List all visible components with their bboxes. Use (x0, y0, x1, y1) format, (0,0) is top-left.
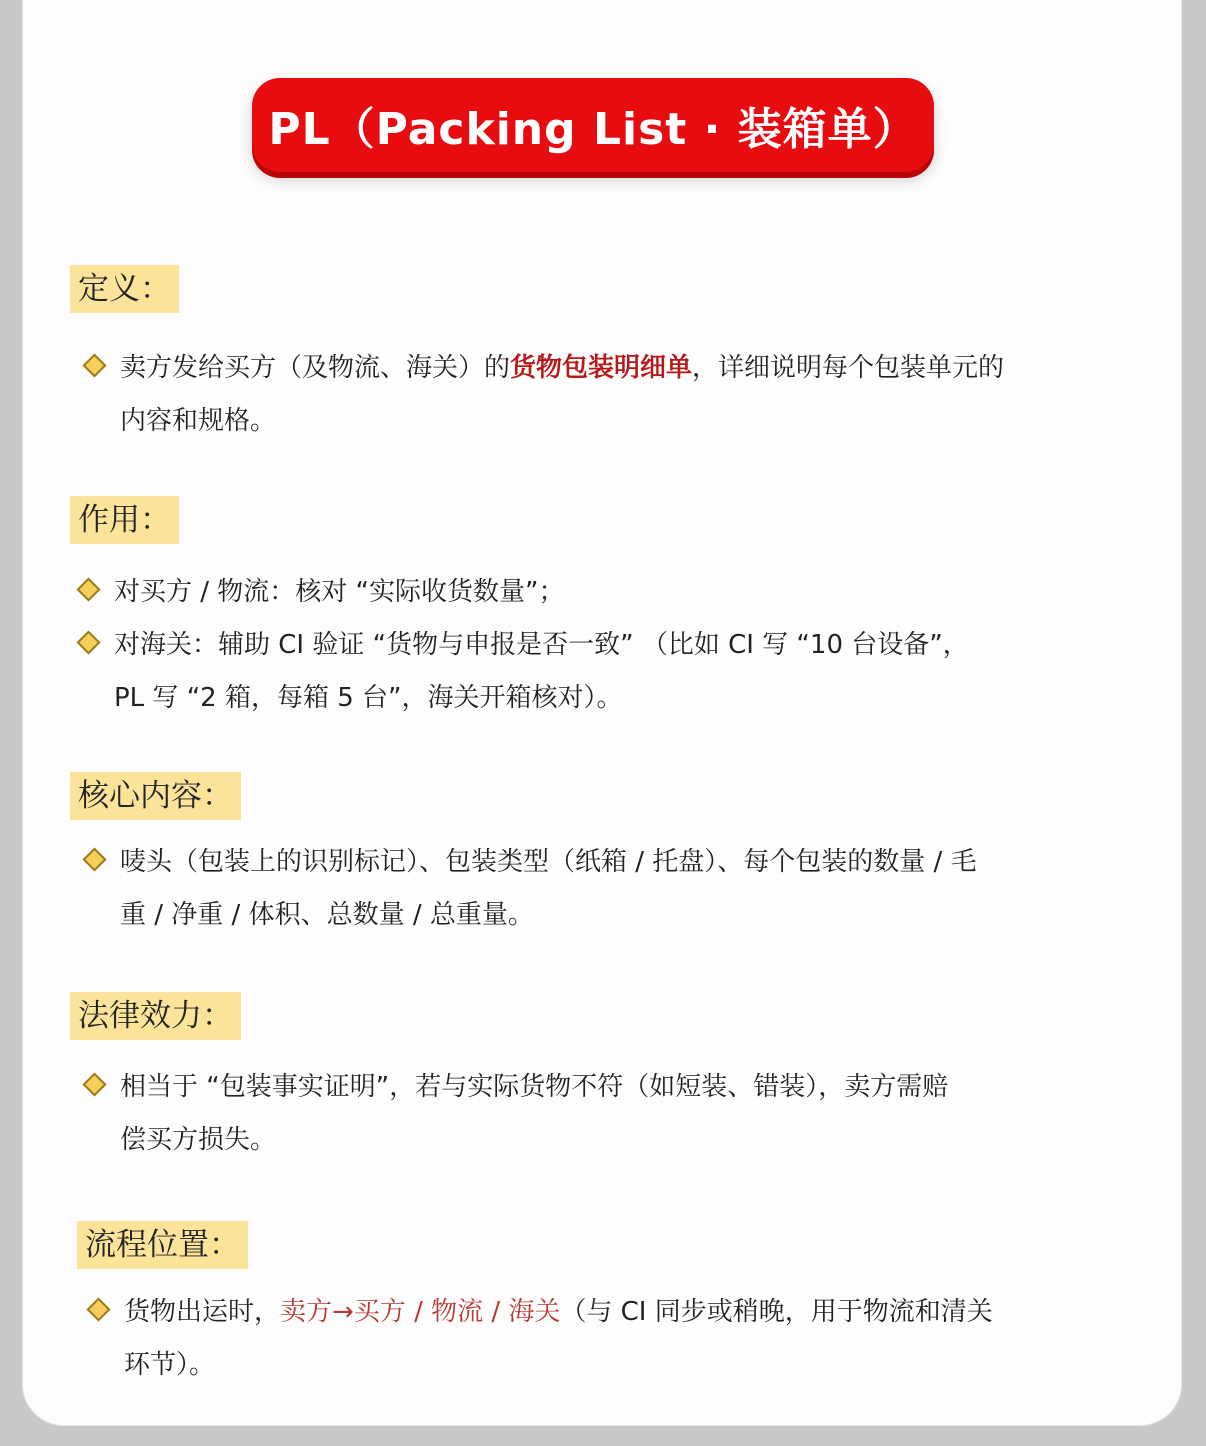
bullet-text-pre: 货物出运时， (124, 1297, 281, 1327)
bullet-text (114, 619, 969, 725)
highlight-text: 卖方→买方 / 物流 / 海关 (280, 1297, 561, 1327)
list-item (86, 836, 977, 942)
bullet-text-line1: 相当于 “包装事实证明”，若与实际货物不符（如短装、错装），卖方需赔 (120, 1072, 949, 1102)
bullet-text-line1: 对海关：辅助 CI 验证 “货物与申报是否一致” （比如 CI 写 “10 台设备”， (114, 630, 969, 660)
bullet-text-line2: 重 / 净重 / 体积、总数量 / 总重量。 (120, 900, 534, 930)
bullet-text-post: ，详细说明每个包装单元的 (692, 353, 1005, 383)
list-item (80, 566, 565, 619)
list-item (80, 619, 969, 725)
list-item (86, 342, 1004, 448)
bullet-text-line2: PL 写 “2 箱，每箱 5 台”，海关开箱核对）。 (114, 683, 623, 713)
bullet-text-line1: 对买方 / 物流：核对 “实际收货数量”； (114, 577, 565, 607)
diamond-bullet-icon (82, 1072, 106, 1096)
diamond-bullet-icon (76, 577, 100, 601)
diamond-bullet-icon (86, 1297, 110, 1321)
bullet-text (120, 836, 977, 942)
bullet-text-line2: 环节）。 (124, 1350, 216, 1380)
section-label-legal-effect: 法律效力： (70, 992, 241, 1040)
page-title: PL（Packing List · 装箱单） (268, 104, 918, 155)
diamond-bullet-icon (76, 630, 100, 654)
bullet-text (120, 1061, 948, 1167)
section-label-definition: 定义： (70, 265, 179, 313)
section-label-core-content: 核心内容： (70, 772, 241, 820)
list-item (90, 1286, 993, 1392)
diamond-bullet-icon (82, 847, 106, 871)
title-banner (252, 78, 934, 172)
bullet-text (114, 566, 565, 619)
section-label-process-position: 流程位置： (77, 1221, 248, 1269)
bullet-text-line2: 偿买方损失。 (120, 1125, 277, 1155)
bullet-text (124, 1286, 993, 1392)
highlight-text: 货物包装明细单 (510, 353, 693, 383)
section-label-function: 作用： (70, 496, 179, 544)
bullet-text-post: （与 CI 同步或稍晚，用于物流和清关 (560, 1297, 993, 1327)
bullet-text-line2: 内容和规格。 (120, 406, 277, 436)
bullet-text-line1: 唛头（包装上的识别标记）、包装类型（纸箱 / 托盘）、每个包装的数量 / 毛 (120, 847, 977, 877)
list-item (86, 1061, 948, 1167)
diamond-bullet-icon (82, 353, 106, 377)
bullet-text (120, 342, 1004, 448)
bullet-text-pre: 卖方发给买方（及物流、海关）的 (120, 353, 511, 383)
